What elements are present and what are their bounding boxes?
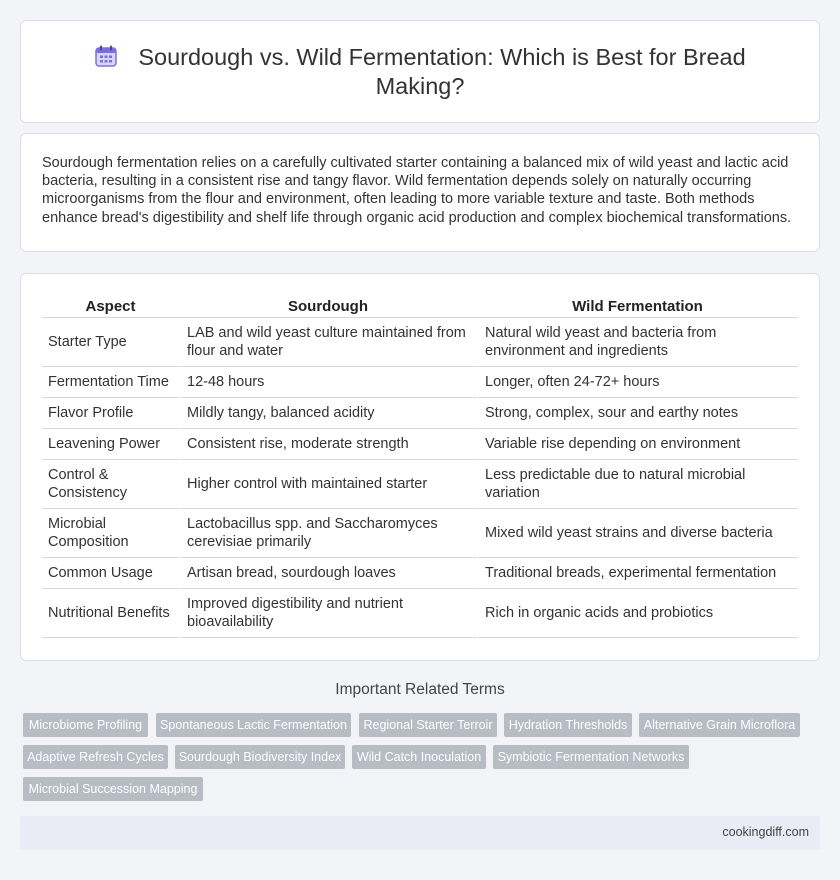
- table-row: [42, 318, 798, 367]
- row-wild: Traditional breads, experimental fermentation: [477, 558, 798, 589]
- tag-symbiotic-fermentation-networks[interactable]: Symbiotic Fermentation Networks: [493, 745, 689, 769]
- related-terms-title: Important Related Terms: [335, 681, 505, 698]
- row-wild: Longer, often 24-72+ hours: [477, 367, 798, 398]
- table-row: [42, 460, 798, 509]
- row-sourdough: Higher control with maintained starter: [179, 460, 477, 509]
- footer-site[interactable]: cookingdiff.com: [722, 825, 809, 839]
- row-wild: Natural wild yeast and bacteria from environment and ingredients: [477, 318, 798, 367]
- row-aspect: Flavor Profile: [42, 398, 179, 429]
- row-wild: Strong, complex, sour and earthy notes: [477, 398, 798, 429]
- row-aspect: Control & Consistency: [42, 460, 179, 509]
- title-line-1: Sourdough vs. Wild Fermentation: Which is Best for Bread: [138, 44, 746, 70]
- row-aspect: Starter Type: [42, 318, 179, 367]
- row-aspect: Microbial Composition: [42, 509, 179, 558]
- row-sourdough: Lactobacillus spp. and Saccharomyces cerevisiae primarily: [179, 509, 477, 558]
- tag-wild-catch-inoculation[interactable]: Wild Catch Inoculation: [352, 745, 486, 769]
- row-aspect: Common Usage: [42, 558, 179, 589]
- tag-hydration-thresholds[interactable]: Hydration Thresholds: [504, 713, 632, 737]
- tag-adaptive-refresh-cycles[interactable]: Adaptive Refresh Cycles: [23, 745, 168, 769]
- title-card: [20, 20, 820, 123]
- row-aspect: Leavening Power: [42, 429, 179, 460]
- table-row: [42, 558, 798, 589]
- tag-spontaneous-lactic-fermentation[interactable]: Spontaneous Lactic Fermentation: [156, 713, 351, 737]
- row-aspect: Fermentation Time: [42, 367, 179, 398]
- row-wild: Rich in organic acids and probiotics: [477, 589, 798, 638]
- tag-microbiome-profiling[interactable]: Microbiome Profiling: [23, 713, 148, 737]
- description-text: Sourdough fermentation relies on a carefully cultivated starter containing a balanced mix of wild yeast and lactic acid bacteria, resulting in a consistent rise and tangy flavor. Wild fermentation depends solely on naturally occurring microorganisms from the flour and environment, often leading to more variable texture and taste. Both methods enhance bread's digestibility and shelf life through organic acid production and complex biochemical transformations.: [42, 155, 792, 226]
- tag-regional-starter-terroir[interactable]: Regional Starter Terroir: [359, 713, 497, 737]
- row-sourdough: 12-48 hours: [179, 367, 477, 398]
- tag-alternative-grain-microflora[interactable]: Alternative Grain Microflora: [639, 713, 800, 737]
- row-sourdough: Consistent rise, moderate strength: [179, 429, 477, 460]
- row-sourdough: Mildly tangy, balanced acidity: [179, 398, 477, 429]
- row-wild: Mixed wild yeast strains and diverse bacteria: [477, 509, 798, 558]
- row-sourdough: Improved digestibility and nutrient bioavailability: [179, 589, 477, 638]
- table-header-row: [42, 296, 798, 318]
- header-sourdough: Sourdough: [179, 296, 477, 318]
- table-row: [42, 589, 798, 638]
- table-row: [42, 367, 798, 398]
- table-row: [42, 429, 798, 460]
- description-card: [20, 133, 820, 252]
- table-row: [42, 398, 798, 429]
- header-wild-fermentation: Wild Fermentation: [477, 296, 798, 318]
- row-sourdough: Artisan bread, sourdough loaves: [179, 558, 477, 589]
- title-line-2: Making?: [375, 73, 465, 99]
- header-aspect: Aspect: [42, 296, 179, 318]
- tag-microbial-succession-mapping[interactable]: Microbial Succession Mapping: [23, 777, 203, 801]
- row-aspect: Nutritional Benefits: [42, 589, 179, 638]
- table-row: [42, 509, 798, 558]
- calendar-icon: [94, 44, 118, 68]
- footer: [20, 816, 820, 850]
- row-wild: Less predictable due to natural microbial variation: [477, 460, 798, 509]
- comparison-card: [20, 273, 820, 661]
- page-title: [21, 43, 819, 101]
- row-sourdough: LAB and wild yeast culture maintained from flour and water: [179, 318, 477, 367]
- tag-sourdough-biodiversity-index[interactable]: Sourdough Biodiversity Index: [175, 745, 345, 769]
- row-wild: Variable rise depending on environment: [477, 429, 798, 460]
- comparison-table: [42, 296, 798, 638]
